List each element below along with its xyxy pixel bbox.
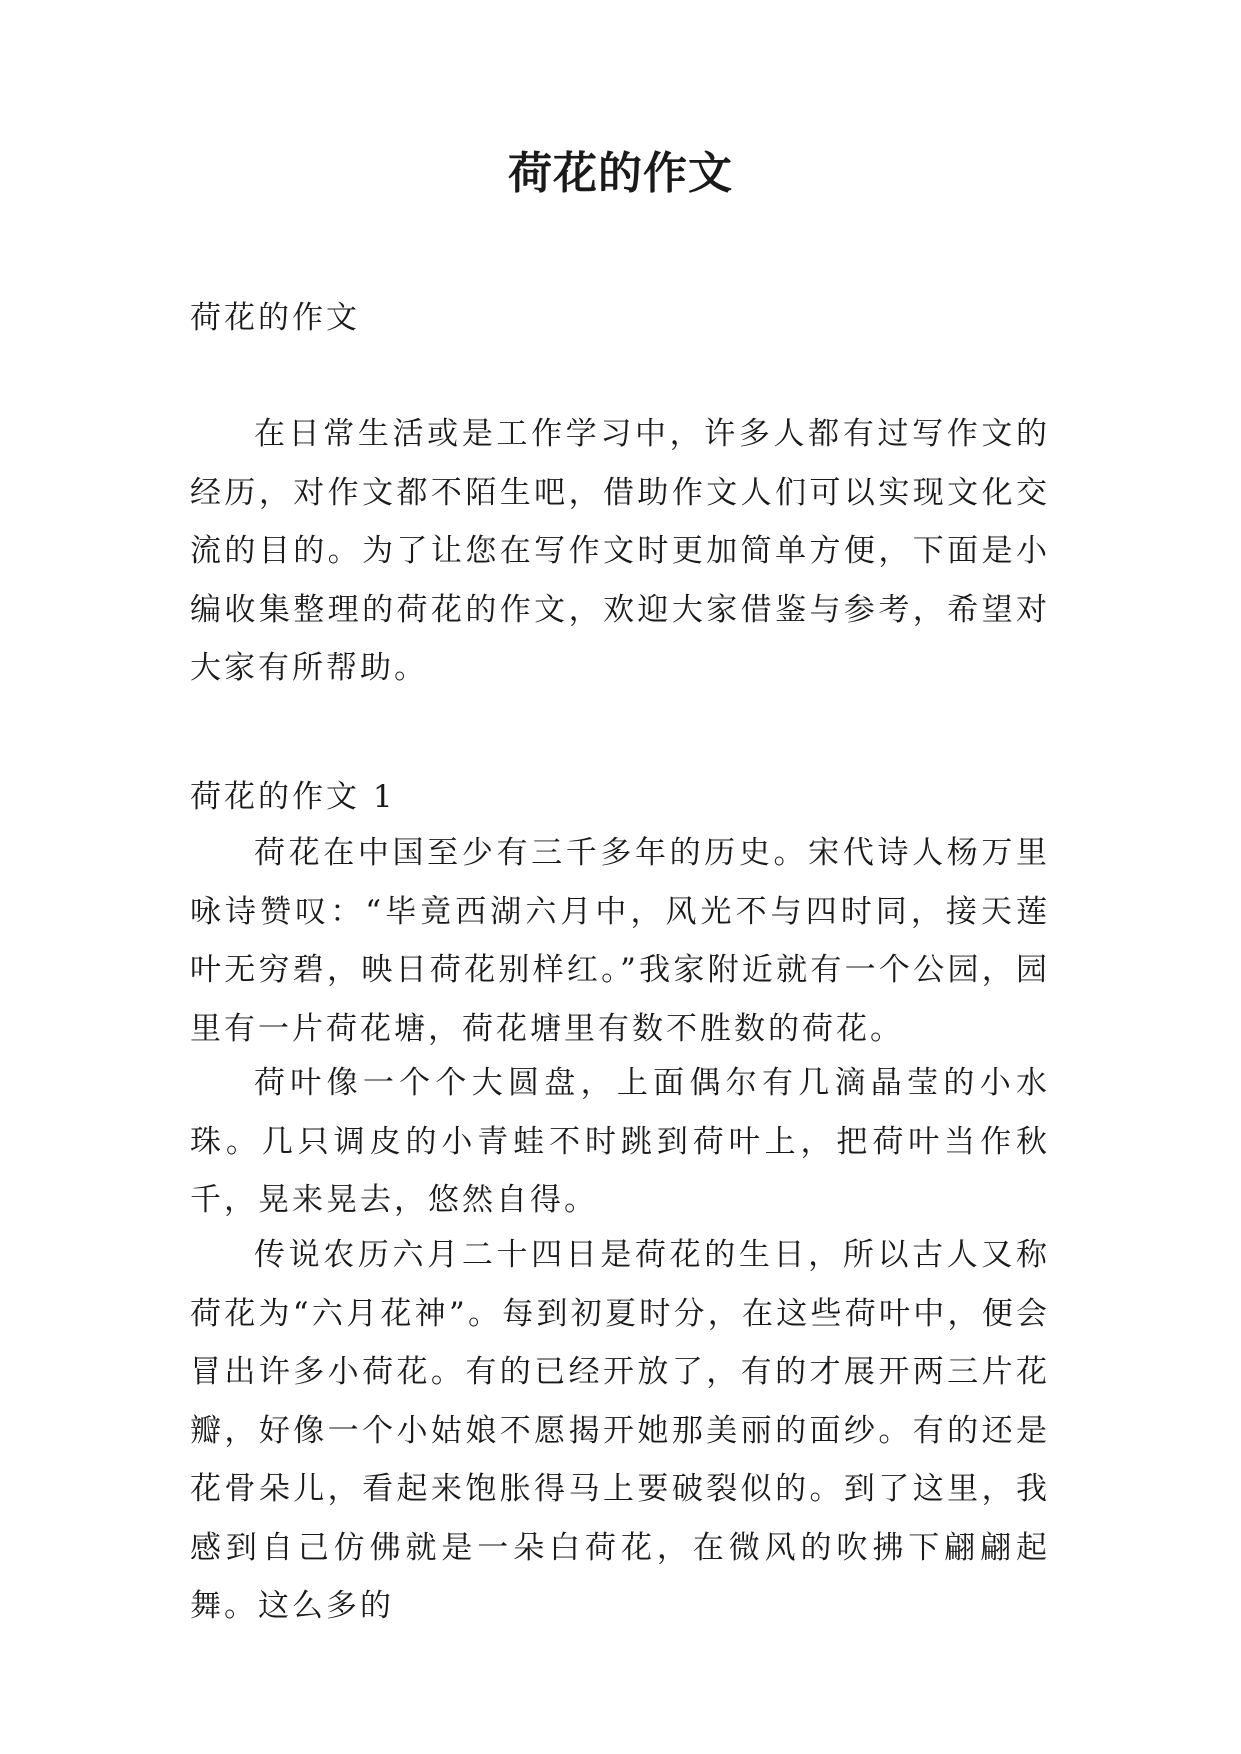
body-paragraph-3: 传说农历六月二十四日是荷花的生日，所以古人又称荷花为“六月花神”。每到初夏时分，在这些荷叶中，便会冒出许多小荷花。有的已经开放了，有的才展开两三片花瓣，好像一个小姑娘不愿揭开她那美丽的面纱。有的还是花骨朵儿，看起来饱胀得马上要破裂似的。到了这里，我感到自己仿佛就是一朵白荷花，在微风的吹拂下翩翩起舞。这么多的 [190, 1237, 1050, 1624]
body-paragraph-2: 荷叶像一个个大圆盘，上面偶尔有几滴晶莹的小水珠。几只调皮的小青蛙不时跳到荷叶上，把荷叶当作秋千，晃来晃去，悠然自得。 [190, 1065, 1050, 1218]
section-heading: 荷花的作文 1 [190, 779, 396, 815]
body-paragraph-1: 荷花在中国至少有三千多年的历史。宋代诗人杨万里咏诗赞叹：“毕竟西湖六月中，风光不与四时同，接天莲叶无穷碧，映日荷花别样红。”我家附近就有一个公园，园里有一片荷花塘，荷花塘里有数不胜数的荷花。 [190, 835, 1050, 1047]
document-subtitle: 荷花的作文 [190, 300, 360, 336]
intro-paragraph: 在日常生活或是工作学习中，许多人都有过写作文的经历，对作文都不陌生吧，借助作文人们可以实现文化交流的目的。为了让您在写作文时更加简单方便，下面是小编收集整理的荷花的作文，欢迎大家借鉴与参考，希望对大家有所帮助。 [190, 416, 1050, 686]
document-title: 荷花的作文 [508, 148, 733, 199]
